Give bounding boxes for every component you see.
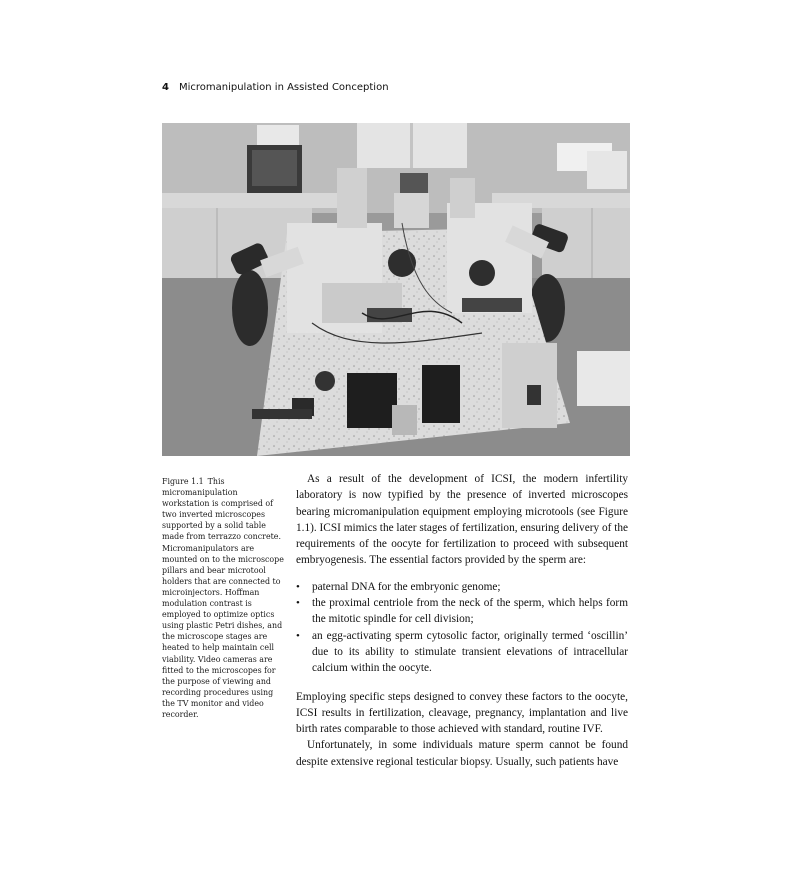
main-text: [296, 471, 628, 770]
caption-text: This micromanipulation workstation is comprised of two inverted microscopes supported by a solid table made from terrazzo concrete. Micromanipulators are mounted on to the microscope pillars and bear microtool holders that are connected to microinjectors. Hoffman modulation contrast is employed to optimize optics using plastic Petri dishes, and the microscope stages are heated to help maintain cell viability. Video cameras are fitted to the microscopes for the purpose of viewing and recording procedures using the TV monitor and video recorder.: [162, 477, 284, 719]
list-item: [296, 628, 628, 677]
bullet-icon: •: [296, 629, 300, 642]
list-item-text: an egg-activating sperm cytosolic factor, originally termed ‘oscillin’ due to its ability to stimulate transient elevations of intracellular calcium within the oocyte.: [312, 629, 628, 675]
bullet-icon: •: [296, 597, 300, 610]
list-item-text: the proximal centriole from the neck of the sperm, which helps form the mitotic spindle for cell division;: [312, 597, 628, 626]
paragraph-1: As a result of the development of ICSI, the modern infertility laboratory is now typified by the presence of inverted microscopes bearing micromanipulation equipment employing microtools (see Figure 1.1). ICSI mimics the later stages of fertilization, ensuring delivery of the requirements of the oocyte for fertilization to proceed with subsequent embryogenesis. The essential factors provided by the sperm are:: [296, 473, 628, 567]
essential-factors-list: [296, 579, 628, 677]
page-number: 4: [162, 82, 169, 93]
list-item: [296, 595, 628, 628]
paragraph-2: Employing specific steps designed to convey these factors to the oocyte, ICSI results in fertilization, cleavage, pregnancy, implantation and live birth rates comparable to those achieved with standard, routine IVF.: [296, 690, 628, 736]
running-title: Micromanipulation in Assisted Conception: [178, 82, 389, 93]
figure-label: Figure 1.1: [162, 477, 204, 486]
paragraph-3: Unfortunately, in some individuals mature sperm cannot be found despite extensive regional testicular biopsy. Usually, such patients have: [296, 739, 628, 768]
list-item-text: paternal DNA for the embryonic genome;: [312, 580, 501, 593]
figure-caption: [162, 476, 286, 720]
list-item: [296, 579, 628, 595]
bullet-icon: •: [296, 580, 300, 593]
running-head: [162, 82, 389, 93]
workstation-photo: [162, 123, 630, 456]
figure-photo: [162, 123, 630, 456]
